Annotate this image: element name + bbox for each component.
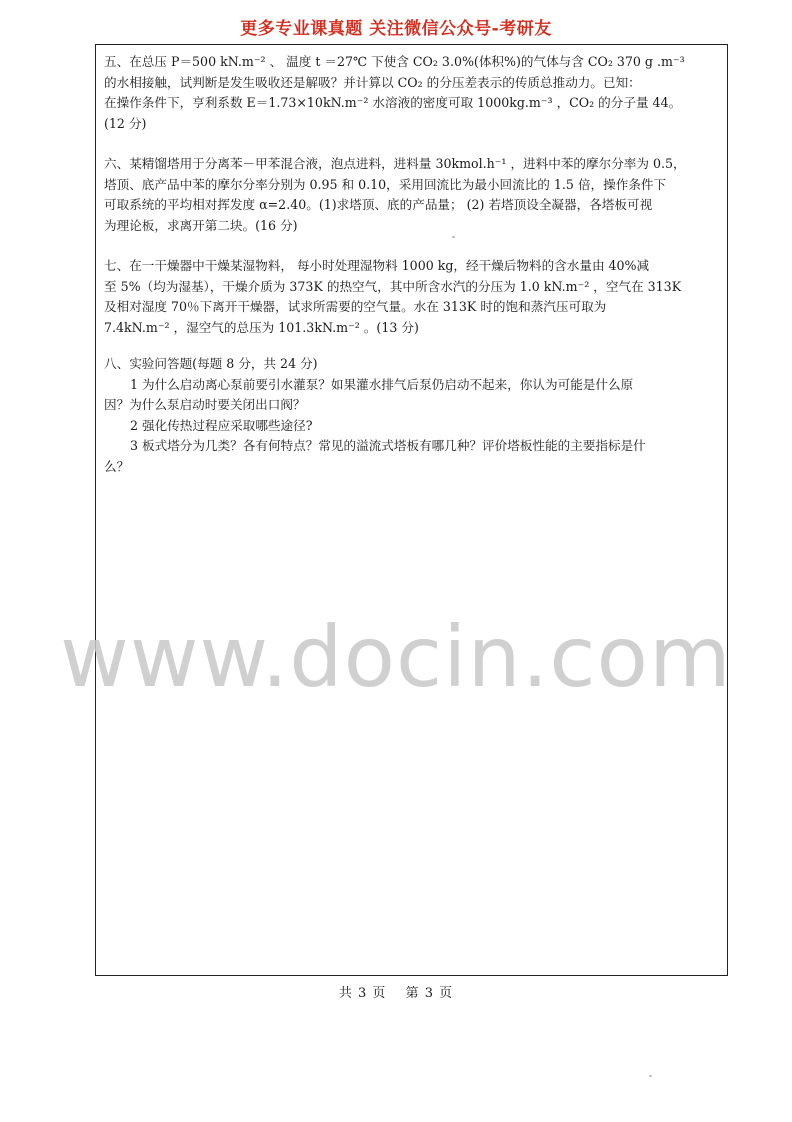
sub-question-1-cont: 因？为什么泵启动时要关闭出口阀？ <box>104 397 306 412</box>
sub-question-2: 2 强化传热过程应采取哪些途径? <box>130 417 313 433</box>
scan-speck <box>452 236 455 238</box>
question-line: 六、某精馏塔用于分离苯－甲苯混合液，泡点进料，进料量 30kmol.h⁻¹ ，进料中苯的摩尔分率为 0.5， <box>104 156 686 171</box>
question-line: 塔顶、底产品中苯的摩尔分率分别为 0.95 和 0.10，采用回流比为最小回流比的 1.5 倍，操作条件下 <box>104 176 667 192</box>
question-8 <box>104 354 720 477</box>
question-8-title: 八、实验问答题(每题 8 分，共 24 分) <box>104 356 318 371</box>
question-line: 7.4kN.m⁻² ，湿空气的总压为 101.3kN.m⁻² 。(13 分) <box>104 319 419 335</box>
question-line: 至 5%（均为湿基），干燥介质为 373K 的热空气，其中所含水汽的分压为 1.0 kN.m⁻² ，空气在 313K <box>104 278 682 294</box>
exam-content <box>104 52 720 477</box>
question-line: 为理论板，求离开第二块。(16 分) <box>104 217 298 233</box>
question-line: 及相对湿度 70％下离开干燥器，试求所需要的空气量。水在 313K 时的饱和蒸汽压可取为 <box>104 299 607 314</box>
question-line: 的水相接触，试判断是发生吸收还是解吸？并计算以 CO₂ 的分压差表示的传质总推动力。已知： <box>104 74 641 90</box>
sub-question-3-cont: 么？ <box>104 458 130 474</box>
question-line: (12 分) <box>104 115 147 131</box>
page-footer: 共 3 页 第 3 页 <box>338 986 454 1001</box>
question-line: 七、在一干燥器中干燥某湿物料， 每小时处理湿物料 1000 kg，经干燥后物料的含水量由 40%减 <box>104 258 650 273</box>
question-7 <box>104 256 720 338</box>
question-line: 在操作条件下，亨利系数 E＝1.73×10kN.m⁻² 水溶液的密度可取 1000kg.m⁻³ ，CO₂ 的分子量 44。 <box>104 95 682 110</box>
question-6 <box>104 154 720 236</box>
promo-banner: 更多专业课真题 关注微信公众号-考研友 <box>240 19 552 39</box>
sub-question-1: 1 为什么启动离心泵前要引水灌泵？如果灌水排气后泵仍启动不起来，你认为可能是什么原 <box>130 376 634 392</box>
scan-speck <box>649 1075 652 1077</box>
sub-question-3: 3 板式塔分为几类？各有何特点？常见的溢流式塔板有哪几种？评价塔板性能的主要指标是什 <box>130 438 646 453</box>
question-line: 五、在总压 P＝500 kN.m⁻² 、 温度 t ＝27℃ 下使含 CO₂ 3.0%(体积%)的气体与含 CO₂ 370 g .m⁻³ <box>104 54 685 69</box>
question-5 <box>104 52 720 134</box>
question-line: 可取系统的平均相对挥发度 α=2.40。(1)求塔顶、底的产品量； (2) 若塔顶设全凝器，各塔板可视 <box>104 197 653 212</box>
docin-watermark: www.docin.com <box>60 608 732 706</box>
